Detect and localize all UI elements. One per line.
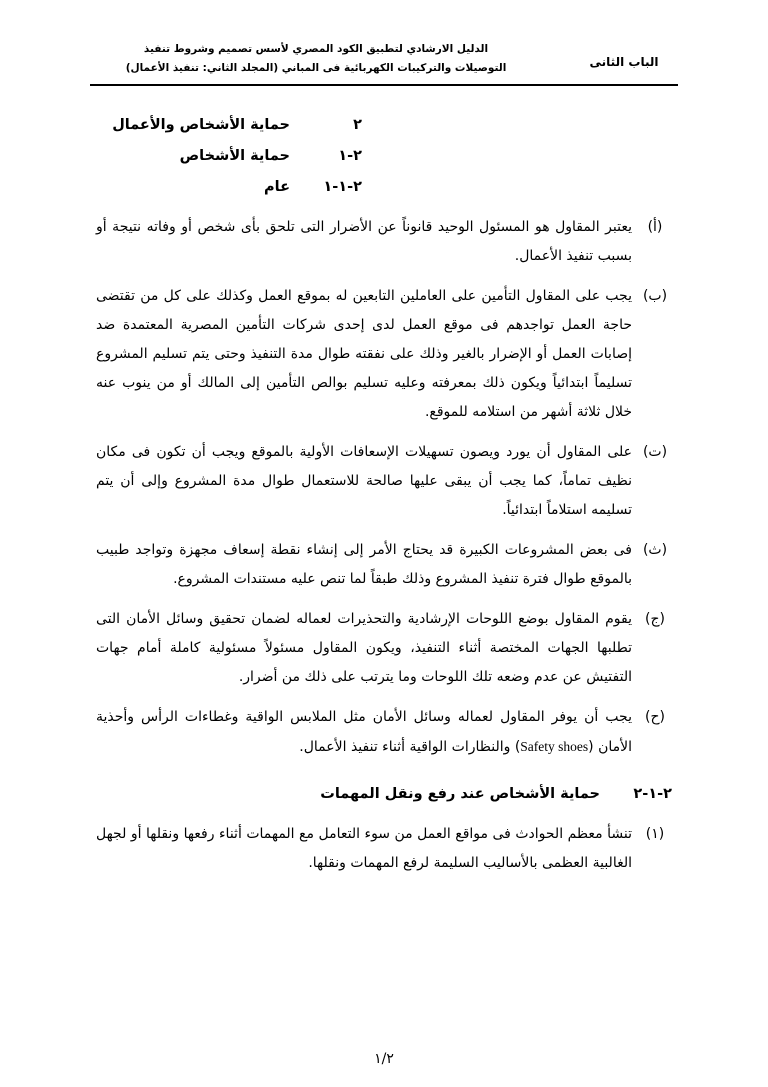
paragraph-item bbox=[96, 427, 672, 525]
heading-title: حماية الأشخاص عند رفع ونقل المهمات bbox=[320, 786, 600, 802]
header-chapter-label: الباب الثانى bbox=[589, 55, 659, 69]
header-title-line-2: التوصيلات والتركيبات الكهربائية فى المباني (المجلد الثاني: تنفيذ الأعمال) bbox=[125, 62, 507, 74]
header-divider bbox=[90, 84, 678, 86]
paragraph-marker: (ت) bbox=[642, 444, 668, 460]
heading-title: حماية الأشخاص bbox=[179, 148, 290, 164]
latin-term: Safety shoes bbox=[520, 739, 589, 754]
heading-level-1 bbox=[96, 106, 672, 140]
heading-number: ٢-١-١ bbox=[323, 179, 362, 195]
heading-number: ٢-١ bbox=[338, 148, 362, 164]
heading-level-2 bbox=[96, 140, 672, 171]
paragraph-marker: (ح) bbox=[645, 709, 665, 725]
paragraph-text-after: ) والنظارات الواقية أثناء تنفيذ الأعمال. bbox=[299, 739, 521, 755]
heading-title: حماية الأشخاص والأعمال bbox=[112, 117, 290, 133]
paragraph-text: يقوم المقاول بوضع اللوحات الإرشادية والتحذيرات لعماله لضمان تحقيق وسائل الأمان التى تطلبها الجهات المختصة أثناء التنفيذ، ويكون المقاول مسئولاً مسئولية كاملة أمام جهات التفتيش عن عدم وضعه تلك اللوحات وما يترتب على ذلك من أضرار. bbox=[96, 611, 632, 685]
header-title-line-1: الدليل الارشادي لتطبيق الكود المصري لأسس تصميم وشروط تنفيذ bbox=[143, 43, 489, 55]
paragraph-text: يجب على المقاول التأمين على العاملين التابعين له بموقع العمل وكذلك على كل من تقتضى حاجة العمل تواجدهم فى موقع العمل لدى إحدى شركات التأمين المصرية المعتمدة ضد إصابات العمل أو الإضرار بالغير وذلك على نفقته طوال مدة التنفيذ وحتى يتم تسليم المشروع تسليماً ابتدائياً ويكون ذلك بمعرفته وعليه تسليم بوالص التأمين إلى المالك أو من ينوب عنه خلال ثلاثة أشهر من استلامه للموقع. bbox=[96, 288, 632, 420]
page-number: ١/٢ bbox=[374, 1051, 394, 1067]
paragraph-marker: (ث) bbox=[642, 542, 668, 558]
paragraph-item bbox=[96, 594, 672, 692]
paragraph-text: على المقاول أن يورد ويصون تسهيلات الإسعافات الأولية بالموقع ويجب أن تكون فى مكان نظيف تماماً، كما يجب أن يبقى عليها صالحة للاستعمال طوال مدة المشروع وإلى أن يتم تسليمه استلاماً ابتدائياً. bbox=[96, 444, 632, 518]
section-spacer bbox=[96, 762, 672, 778]
paragraph-item bbox=[96, 809, 672, 878]
paragraph-item bbox=[96, 271, 672, 427]
paragraph-marker: (أ) bbox=[647, 219, 663, 235]
header-title-block bbox=[96, 40, 576, 78]
paragraph-item bbox=[96, 202, 672, 271]
heading-number: ٢ bbox=[353, 117, 362, 133]
paragraph-item bbox=[96, 525, 672, 594]
paragraph-marker: (ج) bbox=[645, 611, 665, 627]
heading-level-3 bbox=[96, 778, 672, 809]
paragraph-text bbox=[96, 703, 638, 762]
paragraph-text: تنشأ معظم الحوادث فى مواقع العمل من سوء التعامل مع المهمات أثناء رفعها ونقلها أو لجهل الغالبية العظمى بالأساليب السليمة لرفع المهمات ونقلها. bbox=[96, 826, 632, 871]
paragraph-text: فى بعض المشروعات الكبيرة قد يحتاج الأمر إلى إنشاء نقطة إسعاف مجهزة وتواجد طبيب بالموقع طوال فترة تنفيذ المشروع وذلك طبقاً لما تنص عليه مستندات المشروع. bbox=[96, 542, 632, 587]
paragraph-item bbox=[96, 692, 672, 762]
heading-title: عام bbox=[264, 179, 290, 195]
page-content bbox=[96, 106, 672, 878]
heading-level-3 bbox=[96, 171, 672, 202]
page-header bbox=[96, 40, 672, 78]
paragraph-text: يعتبر المقاول هو المسئول الوحيد قانوناً عن الأضرار التى تلحق بأى شخص أو وفاته نتيجة أو بسبب تنفيذ الأعمال. bbox=[96, 219, 632, 264]
paragraph-marker: (ب) bbox=[642, 288, 668, 304]
paragraph-text-before: يجب أن يوفر المقاول لعماله وسائل الأمان مثل الملابس الواقية وغطاءات الرأس وأحذية الأمان ( bbox=[96, 709, 632, 755]
paragraph-marker: (١) bbox=[645, 826, 665, 842]
heading-number: ٢-١-٢ bbox=[633, 786, 672, 802]
